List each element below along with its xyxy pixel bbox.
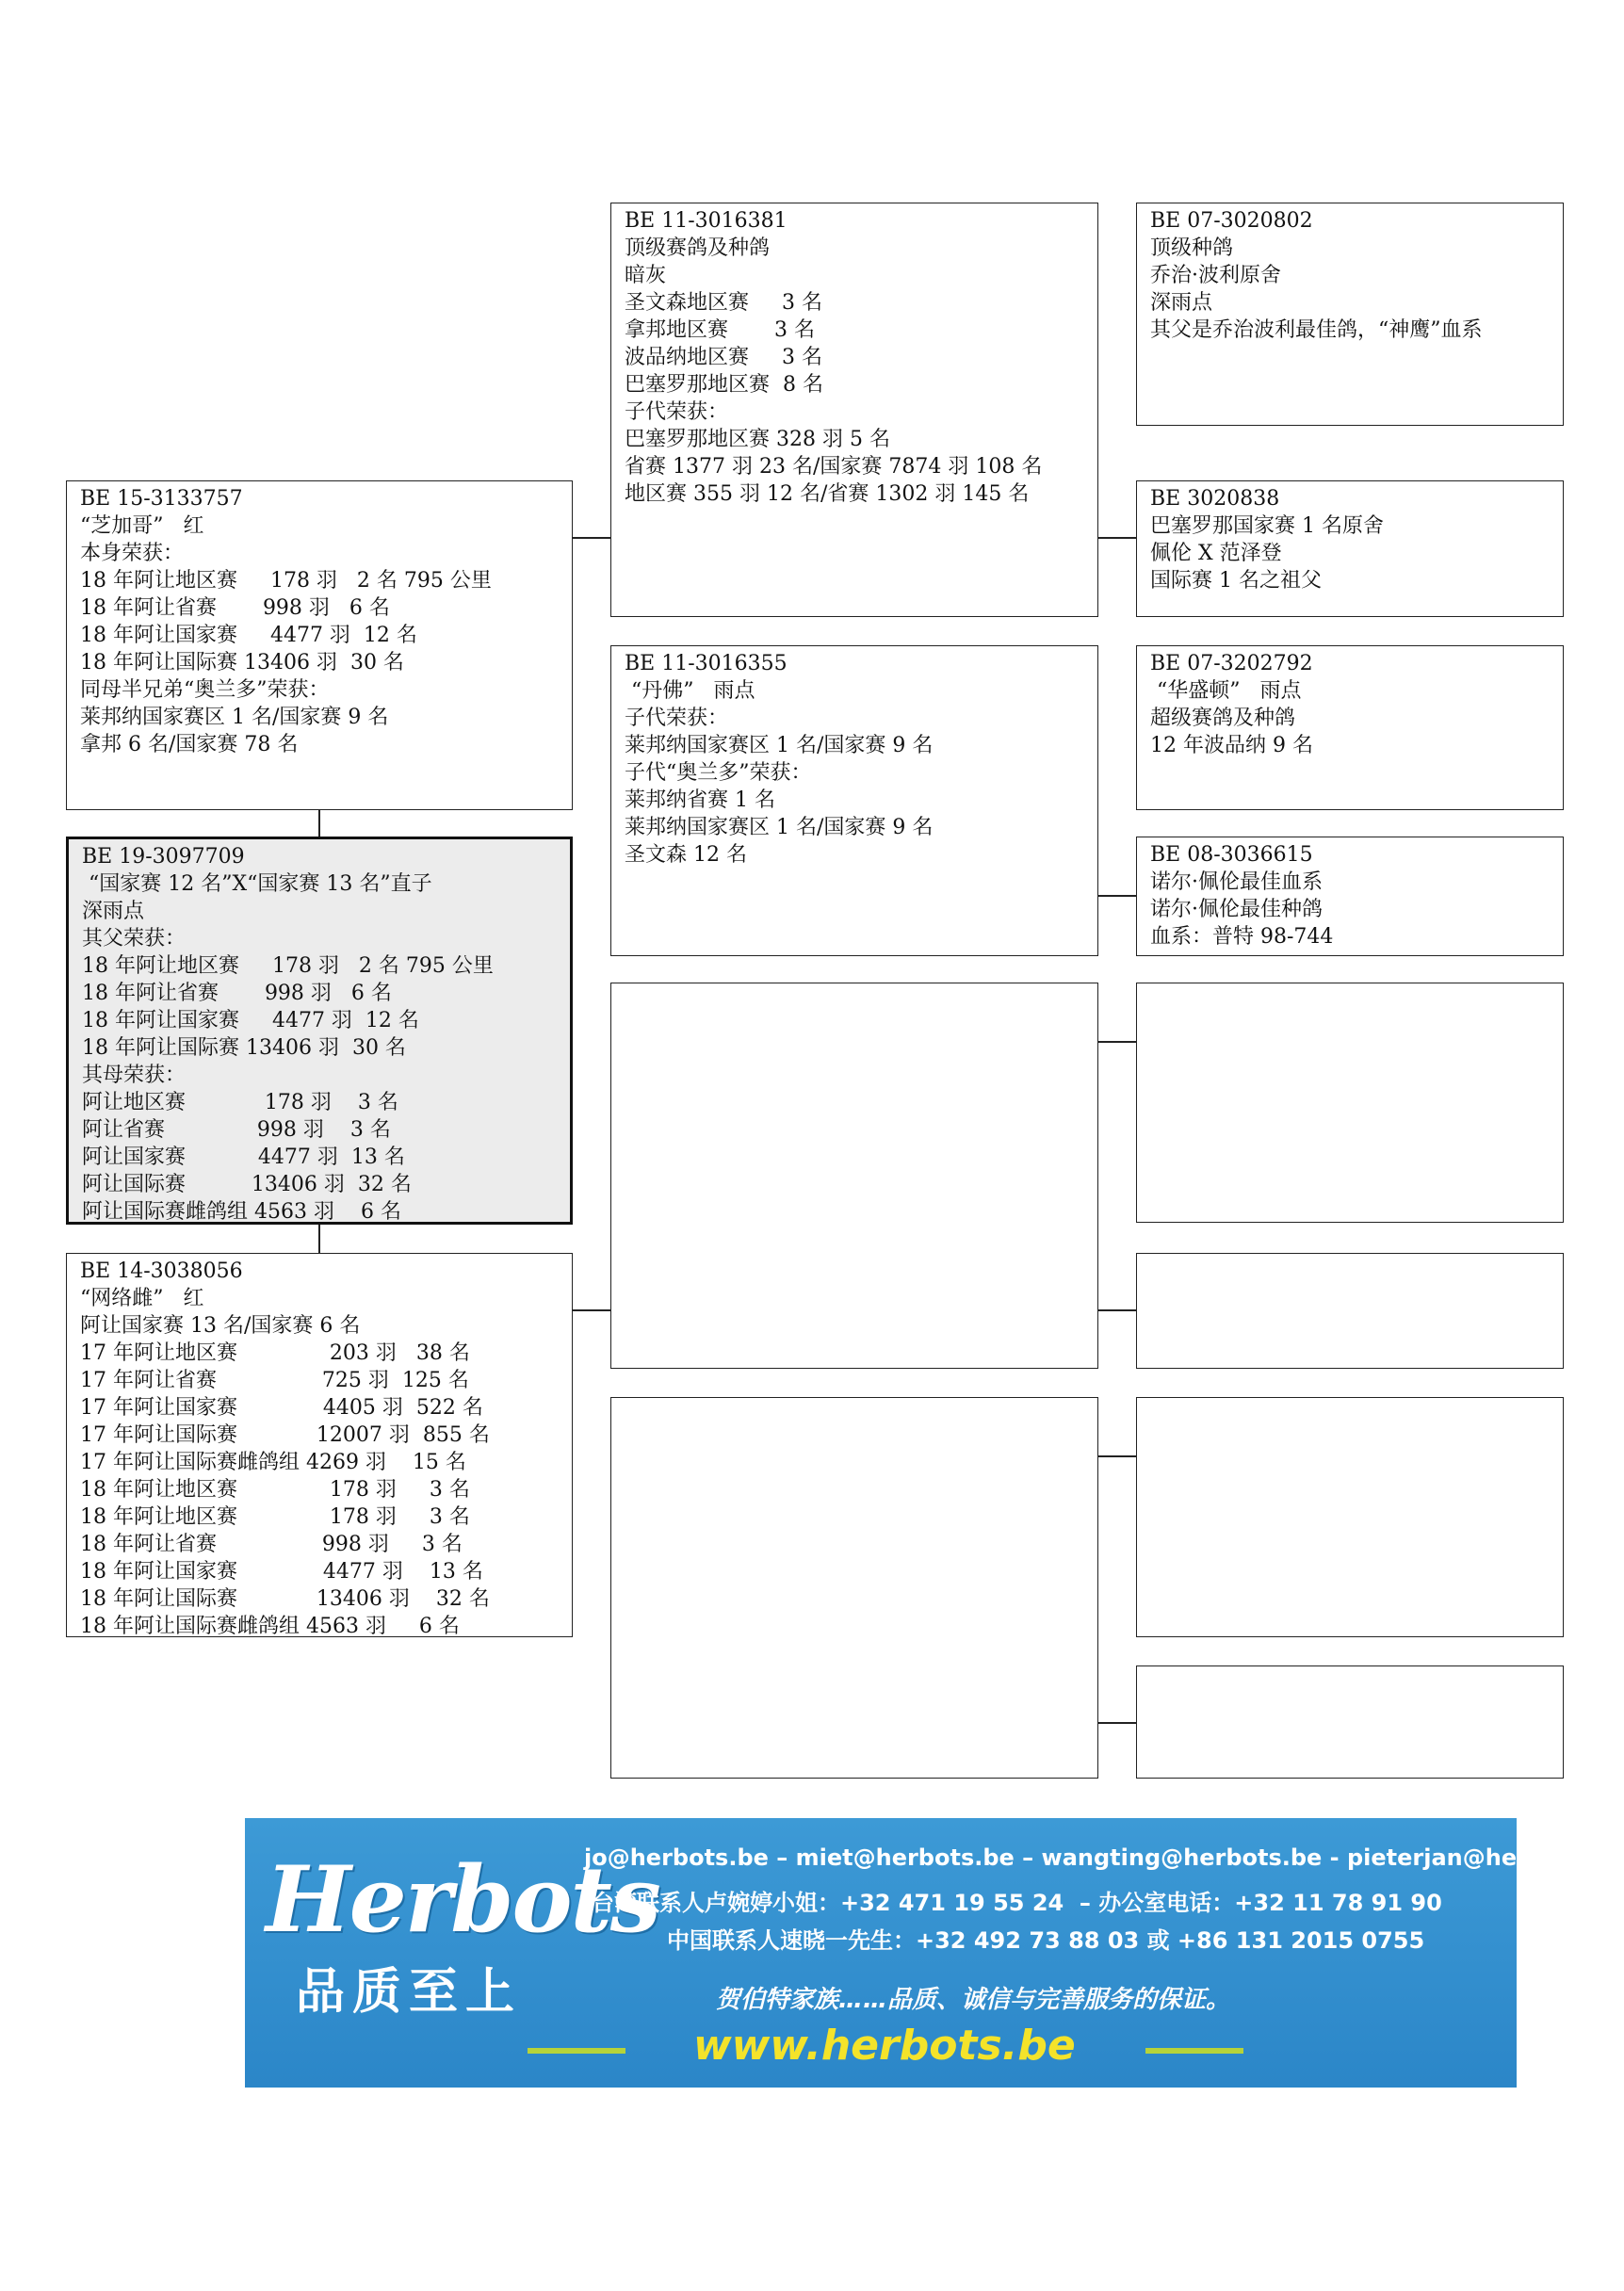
- banner-emails: jo@herbots.be – miet@herbots.be – wangting@herbots.be - pieterjan@herbots.be: [584, 1844, 1624, 1871]
- great-grandmother-2-card: [1136, 837, 1564, 956]
- great-grandfather-4-card: [1136, 1397, 1564, 1637]
- mother-card: [66, 1253, 573, 1637]
- pedigree-line: 波品纳地区赛 3 名: [625, 346, 822, 369]
- pedigree-line: 17 年阿让国际赛 12007 羽 855 名: [80, 1423, 490, 1447]
- connector-gen3-gen4-5: [1098, 1455, 1136, 1457]
- pedigree-line: 18 年阿让省赛 998 羽 3 名: [80, 1533, 463, 1556]
- paternal-grandfather-card: [610, 203, 1098, 617]
- pedigree-line: 超级赛鸽及种鸽: [1150, 707, 1296, 730]
- pedigree-line: 国际赛 1 名之祖父: [1150, 569, 1322, 593]
- pedigree-line: 18 年阿让地区赛 178 羽 2 名 795 公里: [82, 954, 494, 978]
- pedigree-line: 阿让国家赛 13 名/国家赛 6 名: [80, 1314, 361, 1338]
- pedigree-line: 诺尔·佩伦最佳种鸽: [1150, 898, 1323, 921]
- pedigree-line: 莱邦纳国家赛区 1 名/国家赛 9 名: [625, 734, 934, 757]
- connector-gen3-gen4-1: [1098, 537, 1136, 539]
- banner-decor-line-right: [1145, 2048, 1243, 2054]
- maternal-grandmother-card: [610, 1397, 1098, 1779]
- pedigree-line: “丹佛” 雨点: [625, 679, 755, 703]
- banner-website-link[interactable]: www.herbots.be: [693, 2022, 1076, 2070]
- pedigree-line: 深雨点: [82, 900, 145, 923]
- connector-father-paternal-grandparents: [573, 537, 610, 539]
- ring-number: BE 11-3016381: [625, 209, 788, 233]
- pedigree-line: “华盛顿” 雨点: [1150, 679, 1302, 703]
- great-grandmother-4-card: [1136, 1665, 1564, 1779]
- pedigree-line: 巴塞罗那地区赛 328 羽 5 名: [625, 428, 890, 451]
- pedigree-line: 拿邦地区赛 3 名: [625, 318, 815, 342]
- connector-gen3-gen4-2: [1098, 895, 1136, 897]
- pedigree-line: 血系：普特 98-744: [1150, 925, 1334, 949]
- ring-number: BE 11-3016355: [625, 652, 788, 675]
- banner-china-contact: 中国联系人速晓一先生：+32 492 73 88 03 或 +86 131 2015 0755: [667, 1927, 1425, 1954]
- banner-decor-line-left: [528, 2048, 625, 2054]
- connector-gen3-gen4-3: [1098, 1041, 1136, 1043]
- ring-number: BE 07-3020802: [1150, 209, 1313, 233]
- pedigree-line: 圣文森 12 名: [625, 843, 747, 867]
- subject-pigeon-card: [66, 837, 573, 1225]
- pedigree-line: 17 年阿让省赛 725 羽 125 名: [80, 1369, 469, 1392]
- banner-tagline: 贺伯特家族……品质、诚信与完善服务的保证。: [716, 1986, 1231, 2014]
- great-grandmother-3-card: [1136, 1253, 1564, 1369]
- pedigree-line: 圣文森地区赛 3 名: [625, 291, 822, 315]
- banner-taiwan-contact: 台湾联系人卢婉婷小姐：+32 471 19 55 24 – 办公室电话：+32 11 78 91 90: [592, 1890, 1442, 1916]
- pedigree-line: 顶级种鸽: [1150, 236, 1234, 260]
- pedigree-line: 其母荣获：: [82, 1064, 187, 1087]
- pedigree-line: 莱邦纳国家赛区 1 名/国家赛 9 名: [80, 706, 389, 729]
- pedigree-line: 18 年阿让国家赛 4477 羽 12 名: [82, 1009, 419, 1032]
- ring-number: BE 08-3036615: [1150, 843, 1313, 867]
- pedigree-line: 18 年阿让国际赛 13406 羽 30 名: [82, 1036, 406, 1060]
- pedigree-line: 子代荣获：: [625, 400, 729, 424]
- pedigree-line: 17 年阿让地区赛 203 羽 38 名: [80, 1341, 470, 1365]
- pedigree-line: 阿让省赛 998 羽 3 名: [82, 1118, 391, 1142]
- paternal-grandmother-card: [610, 645, 1098, 956]
- pedigree-line: 阿让国际赛 13406 羽 32 名: [82, 1173, 412, 1196]
- pedigree-line: 莱邦纳国家赛区 1 名/国家赛 9 名: [625, 816, 934, 839]
- pedigree-line: “芝加哥” 红: [80, 514, 204, 538]
- pedigree-line: 拿邦 6 名/国家赛 78 名: [80, 733, 299, 756]
- pedigree-line: 地区赛 355 羽 12 名/省赛 1302 羽 145 名: [625, 482, 1030, 506]
- pedigree-line: 其父是乔治波利最佳鸽，“神鹰”血系: [1150, 318, 1483, 342]
- pedigree-line: 诺尔·佩伦最佳血系: [1150, 870, 1323, 894]
- pedigree-line: 深雨点: [1150, 291, 1213, 315]
- pedigree-line: “网络雌” 红: [80, 1287, 204, 1310]
- pedigree-line: 省赛 1377 羽 23 名/国家赛 7874 羽 108 名: [625, 455, 1043, 479]
- maternal-grandfather-card: [610, 983, 1098, 1369]
- pedigree-line: 巴塞罗那地区赛 8 名: [625, 373, 823, 397]
- herbots-banner: [245, 1818, 1624, 2088]
- ring-number: BE 14-3038056: [80, 1259, 243, 1283]
- pedigree-line: 18 年阿让地区赛 178 羽 3 名: [80, 1478, 470, 1502]
- great-grandfather-3-card: [1136, 983, 1564, 1223]
- ring-number: BE 07-3202792: [1150, 652, 1313, 675]
- pedigree-line: 18 年阿让地区赛 178 羽 3 名: [80, 1505, 470, 1529]
- pedigree-line: 其父荣获：: [82, 927, 187, 951]
- connector-mother-maternal-grandparents: [573, 1309, 610, 1311]
- great-grandmother-1-card: [1136, 480, 1564, 617]
- pedigree-line: 子代“奥兰多”荣获：: [625, 761, 812, 785]
- pedigree-line: 18 年阿让国际赛 13406 羽 30 名: [80, 651, 404, 674]
- pedigree-line: 阿让国家赛 4477 羽 13 名: [82, 1146, 405, 1169]
- pedigree-line: 巴塞罗那国家赛 1 名原舍: [1150, 514, 1384, 538]
- pedigree-line: 18 年阿让国家赛 4477 羽 13 名: [80, 1560, 483, 1584]
- connector-subject-mother: [318, 1225, 320, 1253]
- pedigree-line: 同母半兄弟“奥兰多”荣获：: [80, 678, 330, 702]
- great-grandfather-1-card: [1136, 203, 1564, 426]
- pedigree-line: “国家赛 12 名”X“国家赛 13 名”直子: [82, 872, 432, 896]
- pedigree-line: 18 年阿让国际赛雌鸽组 4563 羽 6 名: [80, 1615, 460, 1638]
- pedigree-line: 17 年阿让国家赛 4405 羽 522 名: [80, 1396, 483, 1420]
- connector-gen3-gen4-6: [1098, 1722, 1136, 1724]
- pedigree-line: 子代荣获：: [625, 707, 729, 730]
- pedigree-line: 佩伦 X 范泽登: [1150, 542, 1282, 565]
- father-card: [66, 480, 573, 810]
- pedigree-line: 18 年阿让国家赛 4477 羽 12 名: [80, 624, 417, 647]
- pedigree-line: 莱邦纳省赛 1 名: [625, 788, 775, 812]
- pedigree-line: 本身荣获：: [80, 542, 185, 565]
- connector-gen3-gen4-4: [1098, 1309, 1136, 1311]
- pedigree-line: 乔治·波利原舍: [1150, 264, 1281, 287]
- ring-number: BE 19-3097709: [82, 845, 245, 869]
- connector-father-subject: [318, 810, 320, 837]
- ring-number: BE 3020838: [1150, 487, 1280, 511]
- pedigree-line: 18 年阿让省赛 998 羽 6 名: [82, 982, 392, 1005]
- pedigree-line: 17 年阿让国际赛雌鸽组 4269 羽 15 名: [80, 1451, 466, 1474]
- great-grandfather-2-card: [1136, 645, 1564, 810]
- pedigree-line: 18 年阿让国际赛 13406 羽 32 名: [80, 1587, 490, 1611]
- pedigree-line: 阿让国际赛雌鸽组 4563 羽 6 名: [82, 1200, 401, 1224]
- banner-slogan: 品质至上: [296, 1964, 523, 2021]
- ring-number: BE 15-3133757: [80, 487, 243, 511]
- pedigree-line: 12 年波品纳 9 名: [1150, 734, 1313, 757]
- pedigree-line: 顶级赛鸽及种鸽: [625, 236, 771, 260]
- pedigree-line: 暗灰: [625, 264, 667, 287]
- pedigree-line: 阿让地区赛 178 羽 3 名: [82, 1091, 398, 1114]
- pedigree-line: 18 年阿让省赛 998 羽 6 名: [80, 596, 390, 620]
- herbots-logo: Herbots: [266, 1846, 659, 1953]
- pedigree-line: 18 年阿让地区赛 178 羽 2 名 795 公里: [80, 569, 492, 593]
